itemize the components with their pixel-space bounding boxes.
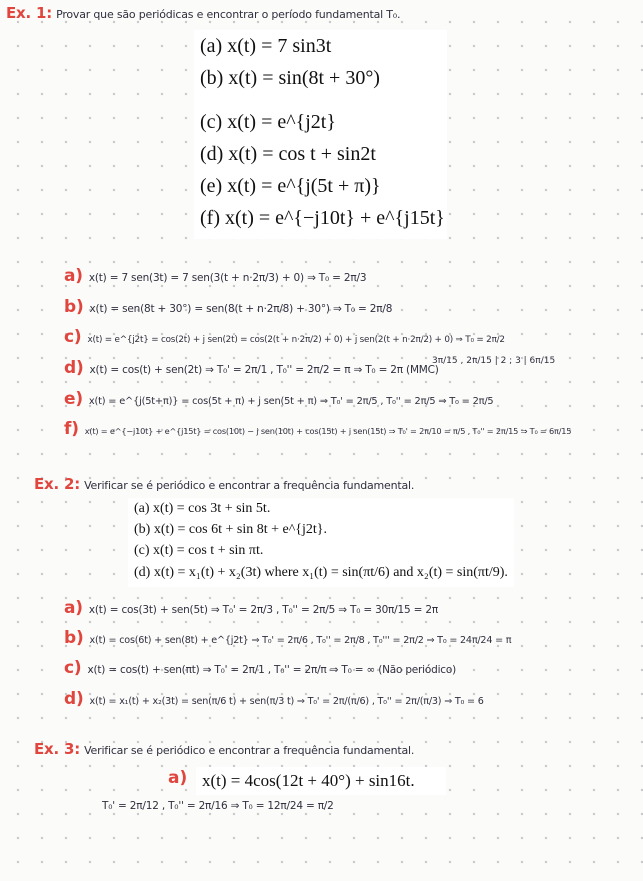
ex1-printed-d: (d) x(t) = cos t + sin2t	[200, 143, 376, 165]
answer-letter: d)	[64, 358, 84, 378]
ex2-label: Ex. 2:	[34, 475, 81, 493]
ex1-heading	[6, 4, 400, 22]
ex2-printed-c: (c) x(t) = cos t + sin πt.	[134, 543, 264, 558]
answer-text: x(t) = x₁(t) + x₂(3t) = sen(π/6 t) + sen(π/3 t) ⇒ T₀' = 2π/(π/6) , T₀'' = 2π/(π/3) ⇒ T₀ = 6	[89, 696, 484, 707]
answer-text: x(t) = e^{j(5t+π)} = cos(5t + π) + j sen(5t + π) ⇒ T₀' = 2π/5 , T₀'' = 2π/5 ⇒ T₀ = 2π/5	[88, 396, 494, 407]
ex1-answer-e	[64, 389, 493, 409]
answer-letter: c)	[64, 327, 82, 347]
ex3-answer-letter: a)	[168, 768, 188, 788]
ex1-printed-f: (f) x(t) = e^{−j10t} + e^{j15t}	[200, 207, 445, 229]
answer-letter: a)	[64, 598, 83, 618]
ex2-heading	[34, 475, 414, 493]
ex1-answer-a	[64, 266, 366, 286]
ex2-printed-equations	[128, 498, 514, 587]
ex3-heading	[34, 740, 414, 758]
ex1-printed-c: (c) x(t) = e^{j2t}	[200, 111, 336, 133]
ex1-printed-a: (a) x(t) = 7 sin3t	[200, 35, 332, 57]
ex1-answer-b	[64, 297, 392, 317]
ex1-answer-c	[64, 327, 505, 347]
ex1-answer-f	[64, 419, 571, 439]
answer-text: x(t) = sen(8t + 30°) = sen(8(t + n·2π/8) + 30°) ⇒ T₀ = 2π/8	[89, 303, 393, 315]
ex2-printed-b: (b) x(t) = cos 6t + sin 8t + e^{j2t}.	[134, 522, 328, 537]
ex1-side-note: 3π/15 , 2π/15 | 2 ; 3 | 6π/15	[432, 356, 556, 366]
answer-letter: a)	[64, 266, 83, 286]
ex2-printed-a: (a) x(t) = cos 3t + sin 5t.	[134, 501, 271, 516]
ex1-instruction: Provar que são periódicas e encontrar o período fundamental T₀.	[56, 8, 401, 21]
answer-letter: c)	[64, 658, 82, 678]
ex2-answer-d	[64, 689, 484, 709]
answer-letter: d)	[64, 689, 84, 709]
answer-text: x(t) = e^{−j10t} + e^{j15t} = cos(10t) − j sen(10t) + cos(15t) + j sen(15t) ⇒ T₀' = 2π/10 = π/5 , T₀'' = 2π/15 ⇒ T₀ = 6π/15	[84, 426, 572, 436]
ex3-printed-a: x(t) = 4cos(12t + 40°) + sin16t.	[202, 771, 415, 790]
answer-text: x(t) = cos(3t) + sen(5t) ⇒ T₀' = 2π/3 , T₀'' = 2π/5 ⇒ T₀ = 30π/15 = 2π	[88, 604, 438, 616]
answer-text: x(t) = 7 sen(3t) = 7 sen(3(t + n·2π/3) + 0) ⇒ T₀ = 2π/3	[88, 272, 367, 284]
answer-letter: b)	[64, 628, 84, 648]
answer-text: x(t) = cos(t) + sen(πt) ⇒ T₀' = 2π/1 , T₀'' = 2π/π ⇒ T₀ = ∞ (Não periódico)	[87, 664, 456, 676]
ex3-label: Ex. 3:	[34, 740, 81, 758]
ex2-answer-c	[64, 658, 456, 678]
ex1-label: Ex. 1:	[6, 4, 53, 22]
ex2-answer-b	[64, 628, 511, 648]
ex3-answer: T₀' = 2π/12 , T₀'' = 2π/16 ⇒ T₀ = 12π/24 = π/2	[102, 800, 334, 812]
ex1-answer-d	[64, 358, 439, 378]
ex2-printed-d: (d) x(t) = x₁(t) + x₂(3t) where x₁(t) = sin(πt/6) and x₂(t) = sin(πt/9).	[134, 565, 508, 580]
answer-text: x(t) = cos(t) + sen(2t) ⇒ T₀' = 2π/1 , T₀'' = 2π/2 = π ⇒ T₀ = 2π (MMC)	[89, 364, 439, 376]
ex1-printed-equations	[194, 30, 447, 239]
answer-letter: b)	[64, 297, 84, 317]
ex3-printed-equation	[196, 767, 446, 795]
answer-letter: e)	[64, 389, 83, 409]
ex2-answer-a	[64, 598, 438, 618]
ex3-instruction: Verificar se é periódico e encontrar a frequência fundamental.	[84, 744, 415, 757]
ex1-printed-e: (e) x(t) = e^{j(5t + π)}	[200, 175, 381, 197]
answer-text: x(t) = cos(6t) + sen(8t) + e^{j2t} ⇒ T₀' = 2π/6 , T₀'' = 2π/8 , T₀''' = 2π/2 ⇒ T₀ = 24π/24 = π	[89, 635, 512, 646]
answer-text: x(t) = e^{j2t} = cos(2t) + j sen(2t) = cos(2(t + n·2π/2) + 0) + j sen(2(t + n·2π/2) + 0) ⇒ T₀ = 2π/2	[87, 335, 505, 345]
ex2-instruction: Verificar se é periódico e encontrar a frequência fundamental.	[84, 479, 415, 492]
ex1-printed-b: (b) x(t) = sin(8t + 30°)	[200, 67, 380, 89]
answer-letter: f)	[64, 419, 79, 439]
